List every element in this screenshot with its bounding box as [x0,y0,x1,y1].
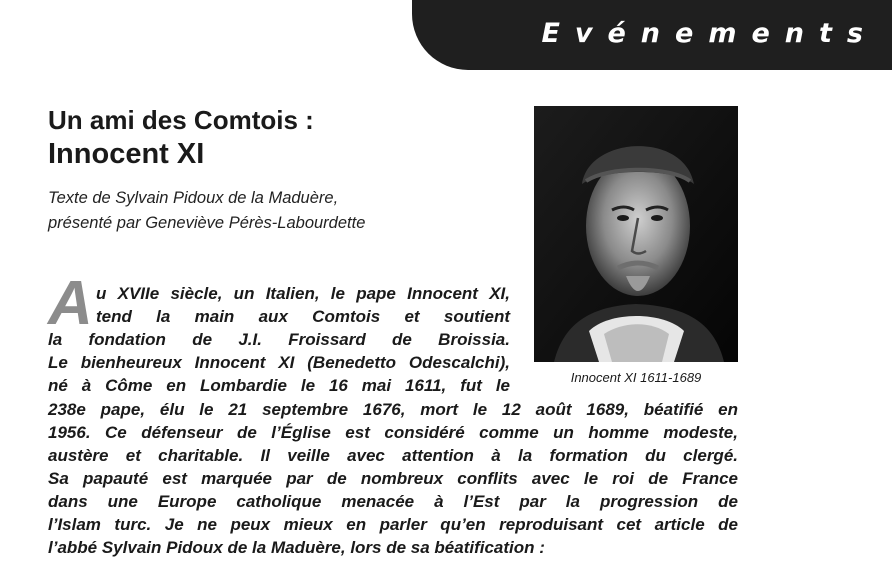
title-line-1: Un ami des Comtois : [48,105,314,135]
byline-author: Texte de Sylvain Pidoux de la Maduère, [48,189,339,207]
article-byline [48,186,365,236]
section-banner [412,0,892,70]
body-line: Sa papauté est marquée par de nombreux conflits avec le roi de France [48,469,738,488]
byline-presenter: présenté par Geneviève Pérès-Labourdette [48,214,366,232]
body-line: austère et charitable. Il veille avec attention à la formation du clergé. [48,446,738,465]
title-line-2: Innocent XI [48,138,205,170]
body-line: 1956. Ce défenseur de l’Église est considéré comme un homme modeste, [48,423,738,442]
body-line: tend la main aux Comtois et soutient [96,307,510,326]
portrait-image [534,106,738,362]
body-paragraph-narrow [48,282,510,397]
image-caption: Innocent XI 1611-1689 [570,370,702,385]
body-line: dans une Europe catholique menacée à l’Est par la progression de [48,492,738,511]
body-line: 238e pape, élu le 21 septembre 1676, mort le 12 août 1689, béatifié en [48,400,738,419]
article-title [48,103,314,171]
portrait-illustration [534,106,738,362]
body-line: u XVIIe siècle, un Italien, le pape Innocent XI, [96,284,510,303]
section-title: Evénements [541,18,878,49]
body-line: l’abbé Sylvain Pidoux de la Maduère, lors de sa béatification : [48,538,545,557]
body-line: né à Côme en Lombardie le 16 mai 1611, fut le [48,376,510,395]
drop-cap: A [48,269,93,338]
body-paragraph-wide [48,398,738,559]
body-line: l’Islam turc. Je ne peux mieux en parler qu’en reproduisant cet article de [48,515,738,534]
body-line: Le bienheureux Innocent XI (Benedetto Odescalchi), [48,353,510,372]
body-line: la fondation de J.I. Froissard de Broissia. [48,330,510,349]
